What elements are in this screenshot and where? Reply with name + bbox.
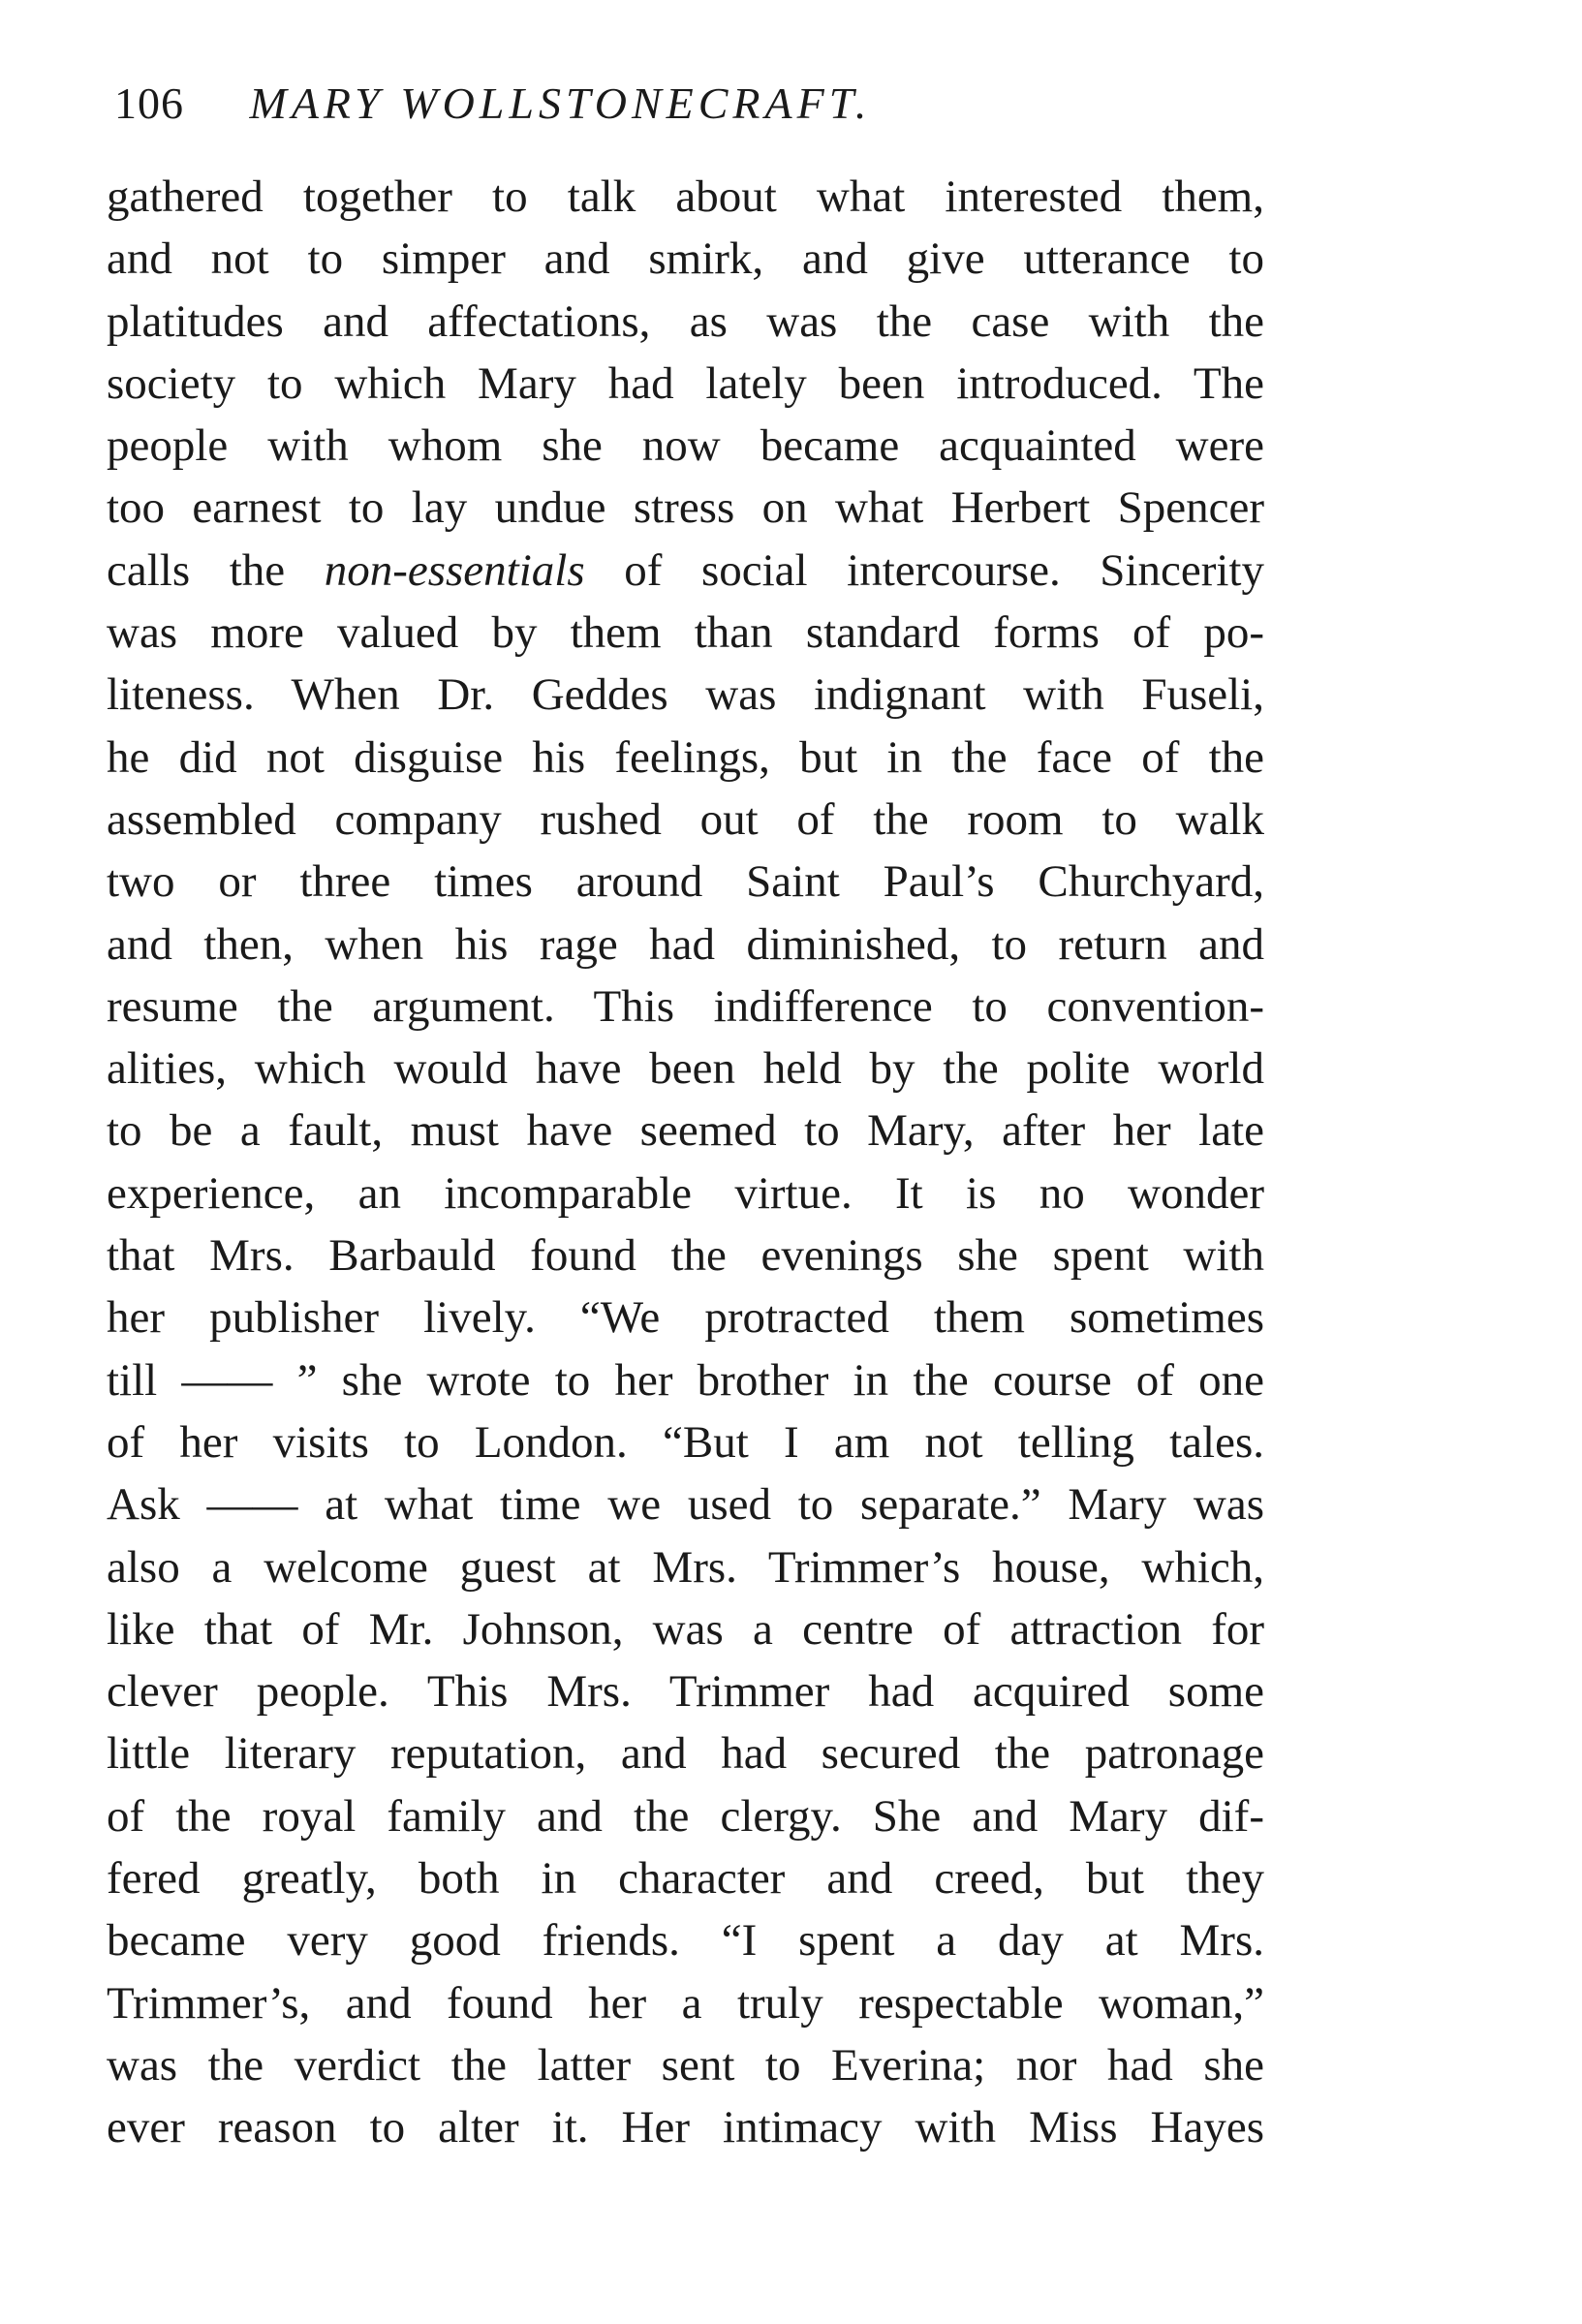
- text-line: was more valued by them than standard forms of po-: [107, 607, 1264, 659]
- text-line: little literary reputation, and had secured the patronage: [107, 1728, 1264, 1780]
- text-line: and then, when his rage had diminished, to return and: [107, 918, 1264, 970]
- text-line: Ask —— at what time we used to separate.” Mary was: [107, 1479, 1264, 1531]
- text-line: her publisher lively. “We protracted them sometimes: [107, 1292, 1264, 1344]
- text-line: like that of Mr. Johnson, was a centre of attraction for: [107, 1603, 1264, 1655]
- text-line: too earnest to lay undue stress on what Herbert Spencer: [107, 482, 1264, 534]
- text-line: ever reason to alter it. Her intimacy with Miss Hayes: [107, 2102, 1264, 2154]
- text-line: fered greatly, both in character and creed, but they: [107, 1853, 1264, 1905]
- text-line: people with whom she now became acquainted were: [107, 420, 1264, 472]
- running-header: [114, 70, 1277, 138]
- text-line: till —— ” she wrote to her brother in the course of one: [107, 1354, 1264, 1406]
- text-line: became very good friends. “I spent a day at Mrs.: [107, 1915, 1264, 1967]
- text-line: was the verdict the latter sent to Everina; nor had she: [107, 2039, 1264, 2091]
- text-segment: calls the: [107, 544, 325, 596]
- text-segment: of social intercourse. Sincerity: [584, 544, 1264, 596]
- text-line: to be a fault, must have seemed to Mary, after her late: [107, 1105, 1264, 1157]
- text-line: that Mrs. Barbauld found the evenings she spent with: [107, 1230, 1264, 1282]
- text-line: society to which Mary had lately been introduced. The: [107, 357, 1264, 409]
- text-line: liteness. When Dr. Geddes was indignant with Fuseli,: [107, 669, 1264, 721]
- text-line: gathered together to talk about what interested them,: [107, 171, 1264, 222]
- text-line: Trimmer’s, and found her a truly respectable woman,”: [107, 1977, 1264, 2029]
- text-line: platitudes and affectations, as was the case with the: [107, 295, 1264, 347]
- text-line: resume the argument. This indifference to convention-: [107, 980, 1264, 1032]
- italic-term: non-essentials: [324, 544, 585, 596]
- text-line: two or three times around Saint Paul’s Churchyard,: [107, 856, 1264, 908]
- body-text: [107, 166, 1264, 2159]
- text-line: he did not disguise his feelings, but in the face of the: [107, 731, 1264, 783]
- text-line: and not to simper and smirk, and give utterance to: [107, 233, 1264, 285]
- text-line: of the royal family and the clergy. She and Mary dif-: [107, 1790, 1264, 1842]
- text-line: assembled company rushed out of the room to walk: [107, 793, 1264, 845]
- text-line: [107, 540, 1264, 602]
- text-line: clever people. This Mrs. Trimmer had acquired some: [107, 1666, 1264, 1718]
- page-number: 106: [114, 78, 184, 128]
- text-line: experience, an incomparable virtue. It is no wonder: [107, 1167, 1264, 1219]
- text-line: alities, which would have been held by the polite world: [107, 1043, 1264, 1095]
- text-line: of her visits to London. “But I am not telling tales.: [107, 1416, 1264, 1468]
- text-line: also a welcome guest at Mrs. Trimmer’s house, which,: [107, 1541, 1264, 1593]
- running-title: MARY WOLLSTONECRAFT.: [249, 78, 872, 128]
